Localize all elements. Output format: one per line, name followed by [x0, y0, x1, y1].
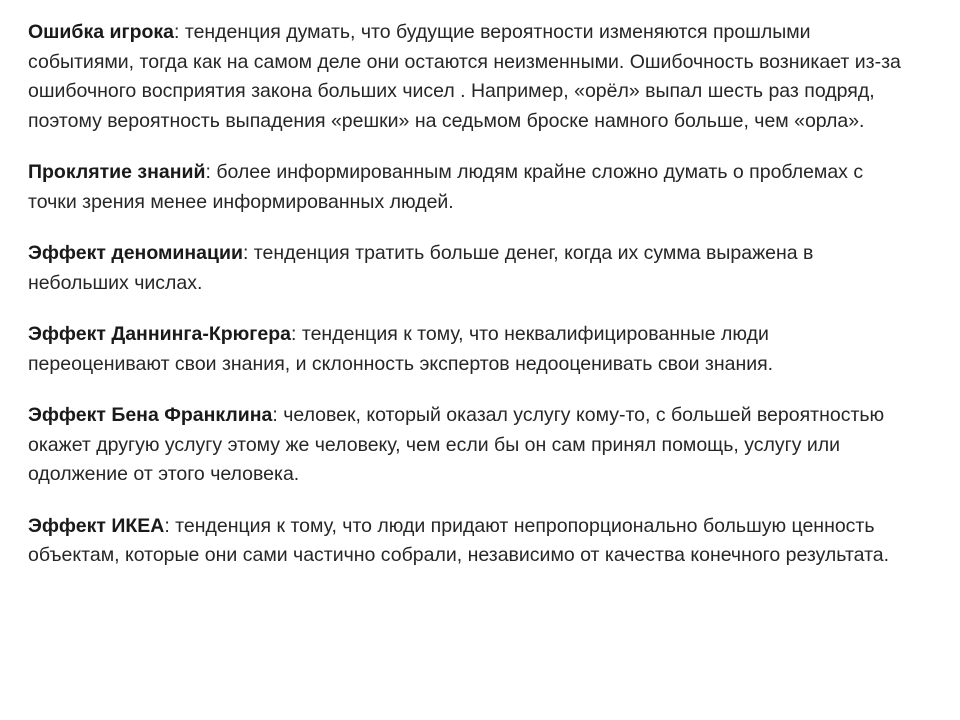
definition-text-ben-franklin-effect: : человек, который оказал услугу кому-то, с большей вероятностью окажет другую услугу этому же человеку, чем если бы он сам принял помощь, услугу или одолжение от этого человека.: [28, 404, 885, 485]
definition-denomination-effect: [28, 239, 908, 298]
term-curse-of-knowledge: Проклятие знаний: [28, 161, 206, 183]
term-dunning-kruger: Эффект Даннинга-Крюгера: [28, 323, 292, 345]
definition-text-curse-of-knowledge: : более информированным людям крайне сложно думать о проблемах с точки зрения менее информированных людей.: [28, 161, 864, 213]
definition-ikea-effect: [28, 512, 908, 571]
definition-curse-of-knowledge: [28, 158, 908, 217]
term-gamblers-fallacy: Ошибка игрока: [28, 21, 175, 43]
definition-ben-franklin-effect: [28, 401, 908, 490]
definition-text-ikea-effect: : тенденция к тому, что люди придают непропорционально большую ценность объектам, которые они сами частично собрали, независимо от качества конечного результата.: [28, 514, 890, 566]
definition-text-dunning-kruger: : тенденция к тому, что неквалифицированные люди переоценивают свои знания, и склонность экспертов недооценивать свои знания.: [28, 323, 774, 375]
term-denomination-effect: Эффект деноминации: [28, 242, 243, 264]
definition-gamblers-fallacy: [28, 18, 908, 136]
slide-content: [28, 18, 908, 593]
definition-text-gamblers-fallacy: : тенденция думать, что будущие вероятности изменяются прошлыми событиями, тогда как на самом деле они остаются неизменными. Ошибочность возникает из-за ошибочного восприятия закона больших чисел . Например, «орёл» выпал шесть раз подряд, поэтому вероятность выпадения «решки» на седьмом броске намного больше, чем «орла».: [28, 21, 901, 132]
term-ikea-effect: Эффект ИКЕА: [28, 514, 165, 537]
term-ben-franklin-effect: Эффект Бена Франклина: [28, 404, 273, 426]
definition-text-denomination-effect: : тенденция тратить больше денег, когда их сумма выражена в небольших числах.: [28, 242, 814, 294]
definition-dunning-kruger: [28, 320, 908, 379]
